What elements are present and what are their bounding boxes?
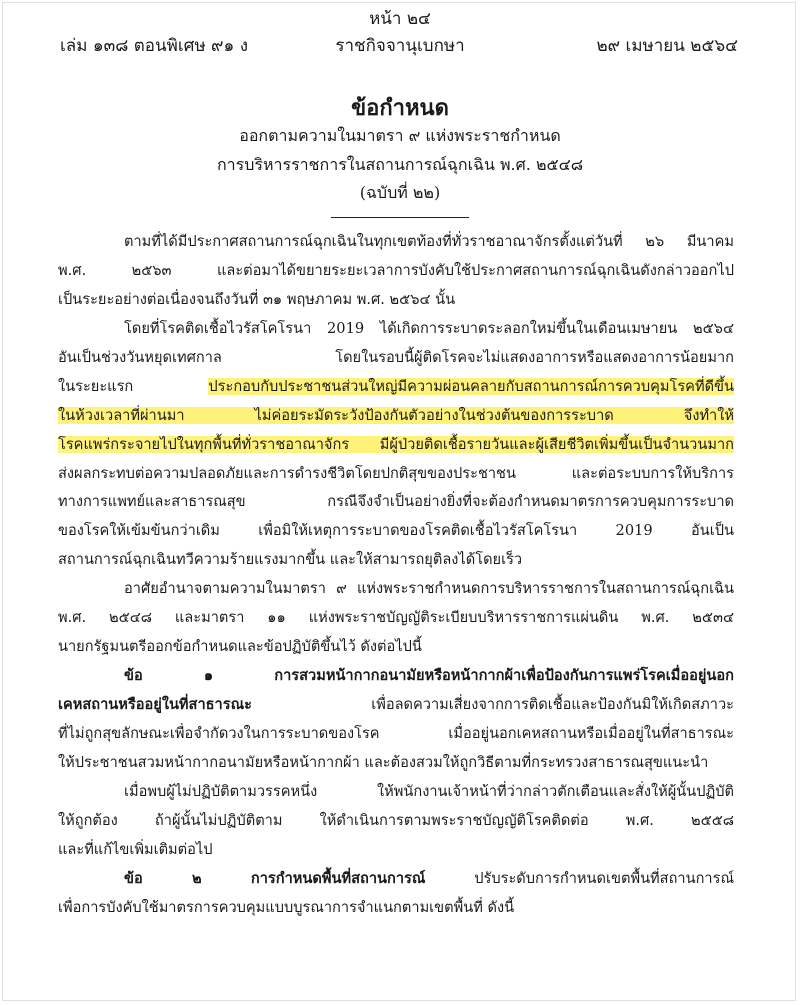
body-line: อันเป็นช่วงวันหยุดเทศกาล โดยในรอบนี้ผู้ติดโรคจะไม่แสดงอาการหรือแสดงอาการน้อยมาก (58, 348, 734, 366)
title-divider (331, 217, 469, 218)
subtitle-line-1: ออกตามความในมาตรา ๙ แห่งพระราชกำหนด (239, 126, 561, 145)
body-line (58, 373, 734, 402)
body-text: ในระยะแรก (58, 377, 209, 395)
publication-date: ๒๙ เมษายน ๒๕๖๔ (596, 36, 738, 56)
gazette-name: ราชกิจจานุเบกษา (335, 36, 465, 56)
clause-1-title-cont: เคหสถานหรืออยู่ในที่สาธารณะ (58, 696, 252, 713)
page-number: หน้า ๒๔ (369, 9, 431, 29)
subtitle-edition: (ฉบับที่ ๒๒) (359, 183, 441, 202)
clause-1-title: ข้อ ๑ การสวมหน้ากากอนามัยหรือหน้ากากผ้าเพื่อป้องกันการแพร่โรคเมื่ออยู่นอก (124, 667, 734, 685)
body-line: สถานการณ์ฉุกเฉินทวีความร้ายแรงมากขึ้น และให้สามารถยุติลงได้โดยเร็ว (58, 551, 523, 569)
clause-2-title: ข้อ ๒ การกำหนดพื้นที่สถานการณ์ (124, 869, 426, 887)
highlighted-text: ในห้วงเวลาที่ผ่านมา ไม่ค่อยระมัดระวังป้องกันตัวอย่างในช่วงต้นของการระบาด จึงทำให้ (58, 406, 734, 424)
body-line (58, 431, 734, 460)
body-line: ให้ประชาชนสวมหน้ากากอนามัยหรือหน้ากากผ้า และต้องสวมให้ถูกวิธีตามที่กระทรวงสาธารณสุขแนะนำ (58, 753, 709, 771)
body-line: เป็นระยะอย่างต่อเนื่องจนถึงวันที่ ๓๑ พฤษภาคม พ.ศ. ๒๕๖๔ นั้น (58, 290, 456, 308)
body-line: ทางการแพทย์และสาธารณสุข กรณีจึงจำเป็นอย่างยิ่งที่จะต้องกำหนดมาตรการควบคุมการระบาด (58, 493, 734, 511)
body-line: ที่ไม่ถูกสุขลักษณะเพื่อจำกัดวงในการระบาดของโรค เมื่ออยู่นอกเคหสถานหรือเมื่ออยู่ในที่สาธารณะ (58, 724, 734, 742)
document-body (58, 228, 734, 923)
body-line: ตามที่ได้มีประกาศสถานการณ์ฉุกเฉินในทุกเขตท้องที่ทั่วราชอาณาจักรตั้งแต่วันที่ ๒๖ มีนาคม (124, 233, 734, 250)
body-line: ของโรคให้เข้มข้นกว่าเดิม เพื่อมิให้เหตุการระบาดของโรคติดเชื้อไวรัสโคโรนา 2019 อันเป็น (58, 522, 734, 540)
body-line: นายกรัฐมนตรีออกข้อกำหนดและข้อปฏิบัติขึ้นไว้ ดังต่อไปนี้ (58, 638, 422, 656)
highlighted-text: โรคแพร่กระจายไปในทุกพื้นที่ทั่วราชอาณาจักร มีผู้ป่วยติดเชื้อรายวันและผู้เสียชีวิตเพิ่มขึ้นเป็นจำนวนมาก (58, 435, 734, 453)
body-line (58, 402, 734, 431)
body-text: ปรับระดับการกำหนดเขตพื้นที่สถานการณ์ (425, 869, 734, 887)
body-line (58, 691, 734, 720)
body-text: เพื่อลดความเสี่ยงจากการติดเชื้อและป้องกันมิให้เกิดสภาวะ (251, 696, 734, 713)
body-line: เพื่อการบังคับใช้มาตรการควบคุมแบบบูรณาการจำแนกตามเขตพื้นที่ ดังนี้ (58, 898, 515, 916)
body-line: ส่งผลกระทบต่อความปลอดภัยและการดำรงชีวิตโดยปกติสุขของประชาชน และต่อระบบการให้บริการ (58, 464, 734, 482)
body-line: พ.ศ. ๒๕๔๘ และมาตรา ๑๑ แห่งพระราชบัญญัติระเบียบบริหารราชการแผ่นดิน พ.ศ. ๒๕๓๔ (58, 609, 734, 627)
body-line: โดยที่โรคติดเชื้อไวรัสโคโรนา 2019 ได้เกิดการระบาดระลอกใหม่ขึ้นในเดือนเมษายน ๒๕๖๔ (124, 319, 734, 337)
clause-1-heading (58, 662, 734, 691)
body-line: เมื่อพบผู้ไม่ปฏิบัติตามวรรคหนึ่ง ให้พนักงานเจ้าหน้าที่ว่ากล่าวตักเตือนและสั่งให้ผู้นั้นปฏิบัติ (124, 782, 734, 800)
document-title: ข้อกำหนด (351, 95, 449, 121)
body-line: พ.ศ. ๒๕๖๓ และต่อมาได้ขยายระยะเวลาการบังคับใช้ประกาศสถานการณ์ฉุกเฉินดังกล่าวออกไป (58, 261, 734, 279)
highlighted-text: ประกอบกับประชาชนส่วนใหญ่มีความผ่อนคลายกับสถานการณ์การควบคุมโรคที่ดีขึ้น (208, 377, 734, 395)
volume-info: เล่ม ๑๓๘ ตอนพิเศษ ๙๑ ง (60, 36, 249, 56)
body-line: และที่แก้ไขเพิ่มเติมต่อไป (58, 840, 213, 858)
subtitle-line-2: การบริหารราชการในสถานการณ์ฉุกเฉิน พ.ศ. ๒๕๔๘ (216, 155, 584, 174)
body-line: อาศัยอำนาจตามความในมาตรา ๙ แห่งพระราชกำหนดการบริหารราชการในสถานการณ์ฉุกเฉิน (124, 580, 734, 598)
body-line: ให้ถูกต้อง ถ้าผู้นั้นไม่ปฏิบัติตาม ให้ดำเนินการตามพระราชบัญญัติโรคติดต่อ พ.ศ. ๒๕๕๘ (58, 811, 734, 829)
clause-2-heading (58, 865, 734, 894)
